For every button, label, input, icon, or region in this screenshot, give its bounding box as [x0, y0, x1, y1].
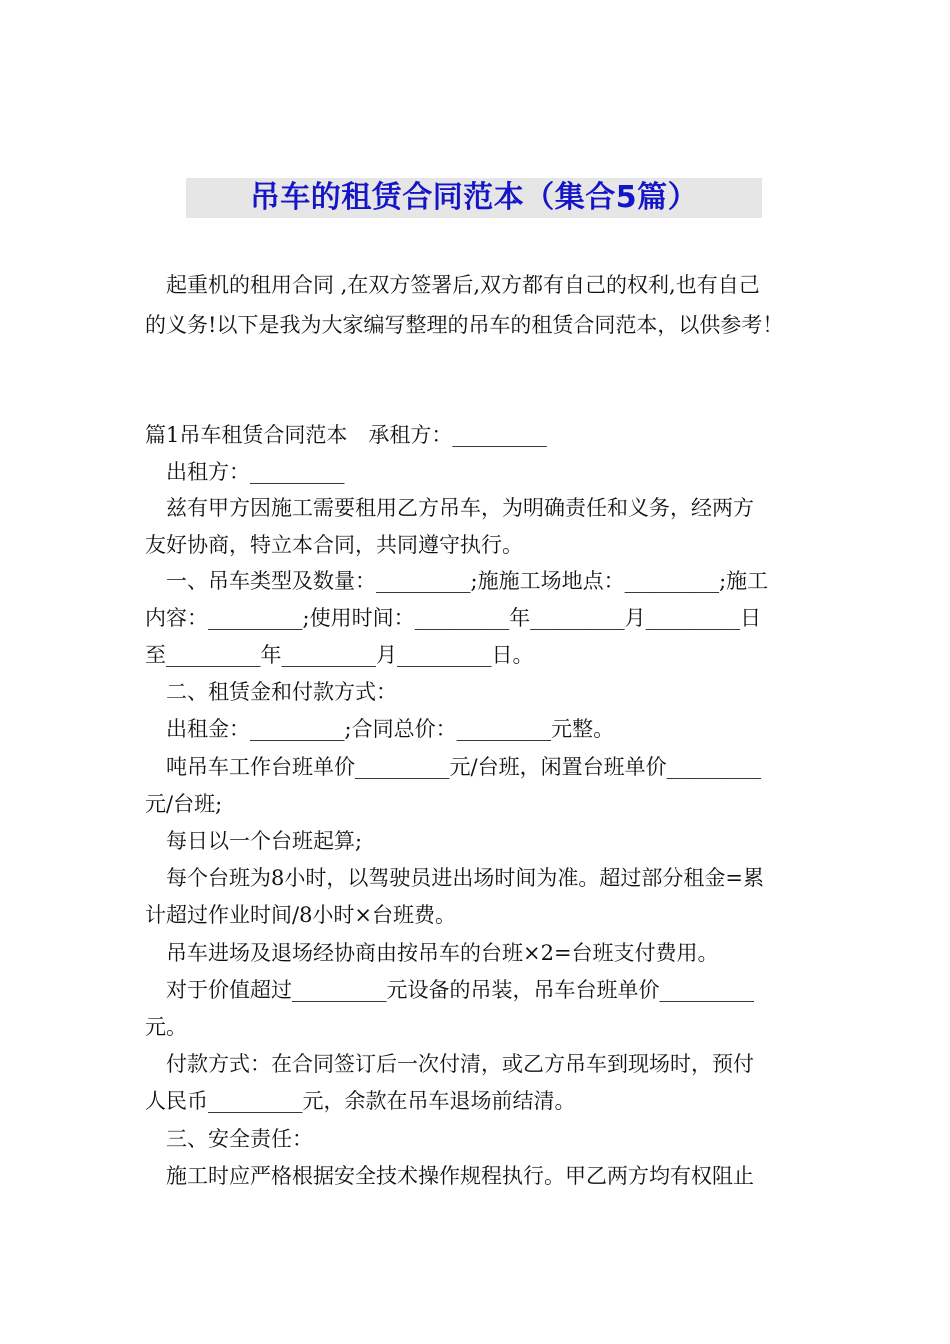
body-line: 三、安全责任： — [145, 1127, 313, 1151]
body-line: 出租方：_________ — [145, 460, 345, 484]
body-line: 对于价值超过_________元设备的吊装，吊车台班单价_________ — [145, 978, 754, 1002]
body-line: 每日以一个台班起算; — [145, 829, 363, 853]
body-line: 人民币_________元，余款在吊车退场前结清。 — [145, 1089, 576, 1113]
body-line: 二、租赁金和付款方式： — [145, 680, 397, 704]
body-line: 篇1吊车租赁合同范本 承租方：_________ — [145, 423, 547, 447]
body-line: 元。 — [145, 1015, 187, 1039]
body-line: 吊车进场及退场经协商由按吊车的台班×2=台班支付费用。 — [145, 941, 719, 965]
body-line: 友好协商，特立本合同，共同遵守执行。 — [145, 533, 523, 557]
body-line: 每个台班为8小时，以驾驶员进出场时间为准。超过部分租金=累 — [145, 866, 764, 890]
body-line: 兹有甲方因施工需要租用乙方吊车，为明确责任和义务，经两方 — [145, 496, 754, 520]
body-line: 施工时应严格根据安全技术操作规程执行。甲乙两方均有权阻止 — [145, 1164, 754, 1188]
body-line: 出租金：_________;合同总价：_________元整。 — [145, 717, 615, 741]
body-line: 元/台班; — [145, 792, 223, 816]
intro-line: 起重机的租用合同 ,在双方签署后,双方都有自己的权利,也有自己 — [145, 273, 760, 297]
title-highlight — [186, 178, 762, 218]
body-line: 一、吊车类型及数量：_________;施施工场地点：_________;施工 — [145, 569, 769, 593]
body-line: 至_________年_________月_________日。 — [145, 643, 534, 667]
body-line: 吨吊车工作台班单价_________元/台班，闲置台班单价_________ — [145, 755, 762, 779]
intro-line: 的义务!以下是我为大家编写整理的吊车的租赁合同范本，以供参考！ — [145, 313, 784, 337]
document-title: 吊车的租赁合同范本（集合5篇） — [249, 180, 699, 215]
body-line: 计超过作业时间/8小时×台班费。 — [145, 903, 457, 927]
body-line: 付款方式：在合同签订后一次付清，或乙方吊车到现场时，预付 — [145, 1052, 754, 1076]
body-line: 内容：_________;使用时间：_________年_________月_________日 — [145, 606, 762, 630]
